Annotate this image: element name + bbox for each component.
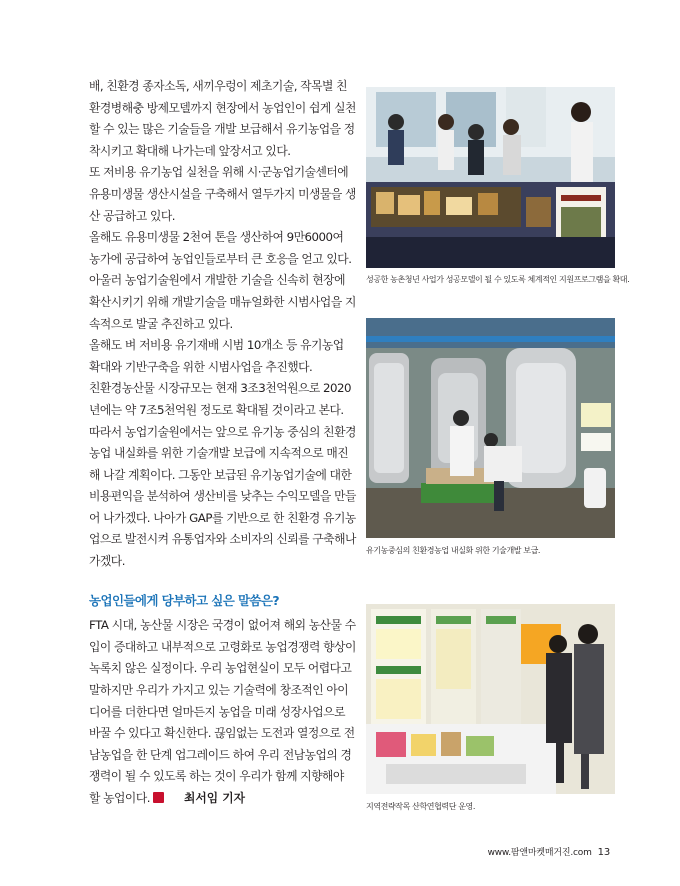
page-footer	[488, 845, 610, 858]
section-heading: 농업인들에게 당부하고 싶은 말씀은?	[89, 592, 280, 608]
photo-fermentation-lab-illustration	[366, 318, 615, 538]
photo-product-display	[366, 604, 615, 794]
photo-exhibition-booth-illustration	[366, 87, 615, 268]
page-number: 13	[597, 847, 610, 858]
paragraph: 또 저비용 유기농업 실천을 위해 시·군농업기술센터에 유용미생물 생산시설을 구축해서 열두가지 미생물을 생산 공급하고 있다.	[89, 165, 356, 223]
end-mark-icon	[153, 792, 164, 803]
paragraph: 따라서 농업기술원에서는 앞으로 유기농 중심의 친환경농업 내실화를 위한 기술개발 보급에 지속적으로 매진해 나갈 계획이다. 그동안 보급된 유기농업기술에 대한 비용편익을 분석하여 생산비를 낮추는 수익모델을 만들어 나가겠다. 나아가 GAP를 기반으로 한 친환경 유기농업으로 발전시켜 유통업자와 소비자의 신뢰를 구축해나가겠다.	[89, 424, 356, 569]
photo-caption: 유기농중심의 친환경농업 내실화 위한 기술개발 보급.	[366, 546, 541, 555]
byline: 최서임 기자	[183, 791, 246, 805]
article-body	[89, 76, 357, 810]
photo-caption: 지역전략작목 산학연협력단 운영.	[366, 802, 476, 811]
paragraph: 올해도 벼 저비용 유기재배 시범 10개소 등 유기농업 확대와 기반구축을 위한 시범사업을 추진했다.	[89, 338, 344, 374]
photo-exhibition-booth	[366, 87, 615, 268]
photo-caption: 성공한 농촌청년 사업가 성공모델이 될 수 있도록 체계적인 지원프로그램을 확대.	[366, 275, 630, 284]
paragraph: 올해도 유용미생물 2천여 톤을 생산하여 9만6000여 농가에 공급하여 농업인들로부터 큰 호응을 얻고 있다.	[89, 230, 352, 266]
section-body-text: FTA 시대, 농산물 시장은 국경이 없어져 해외 농산물 수입이 증대하고 내부적으로 고령화로 농업경쟁력 향상이 녹록치 않은 실정이다. 우리 농업현실이 모두 어렵다고 말하지만 우리가 가지고 있는 기술력에 창조적인 아이디어를 더한다면 얼마든지 농업을 미래 성장사업으로 바꿀 수 있다고 확신한다. 끊임없는 도전과 열정으로 전남농업을 한 단계 업그레이드 하여 우리 전남농업의 경쟁력이 될 수 있도록 하는 것이 우리가 함께 지향해야 할 농업이다.	[89, 618, 356, 805]
paragraph: 친환경농산물 시장규모는 현재 3조3천억원으로 2020년에는 약 7조5천억원 정도로 확대될 것이라고 본다.	[89, 381, 352, 417]
photo-fermentation-lab	[366, 318, 615, 538]
paragraph: 아울러 농업기술원에서 개발한 기술을 신속히 현장에 확산시키기 위해 개발기술을 매뉴얼화한 시범사업을 지속적으로 발굴 추진하고 있다.	[89, 273, 356, 331]
section-paragraph	[89, 615, 357, 809]
photo-product-display-illustration	[366, 604, 615, 794]
footer-url: www.팜앤마켓매거진.com	[487, 848, 592, 858]
paragraph: 배, 친환경 종자소독, 새끼우렁이 제초기술, 작목별 친환경병해충 방제모델까지 현장에서 농업인이 쉽게 실천할 수 있는 많은 기술들을 개발 보급해서 유기농업을 정착시키고 확대해 나가는데 앞장서고 있다.	[89, 79, 356, 158]
